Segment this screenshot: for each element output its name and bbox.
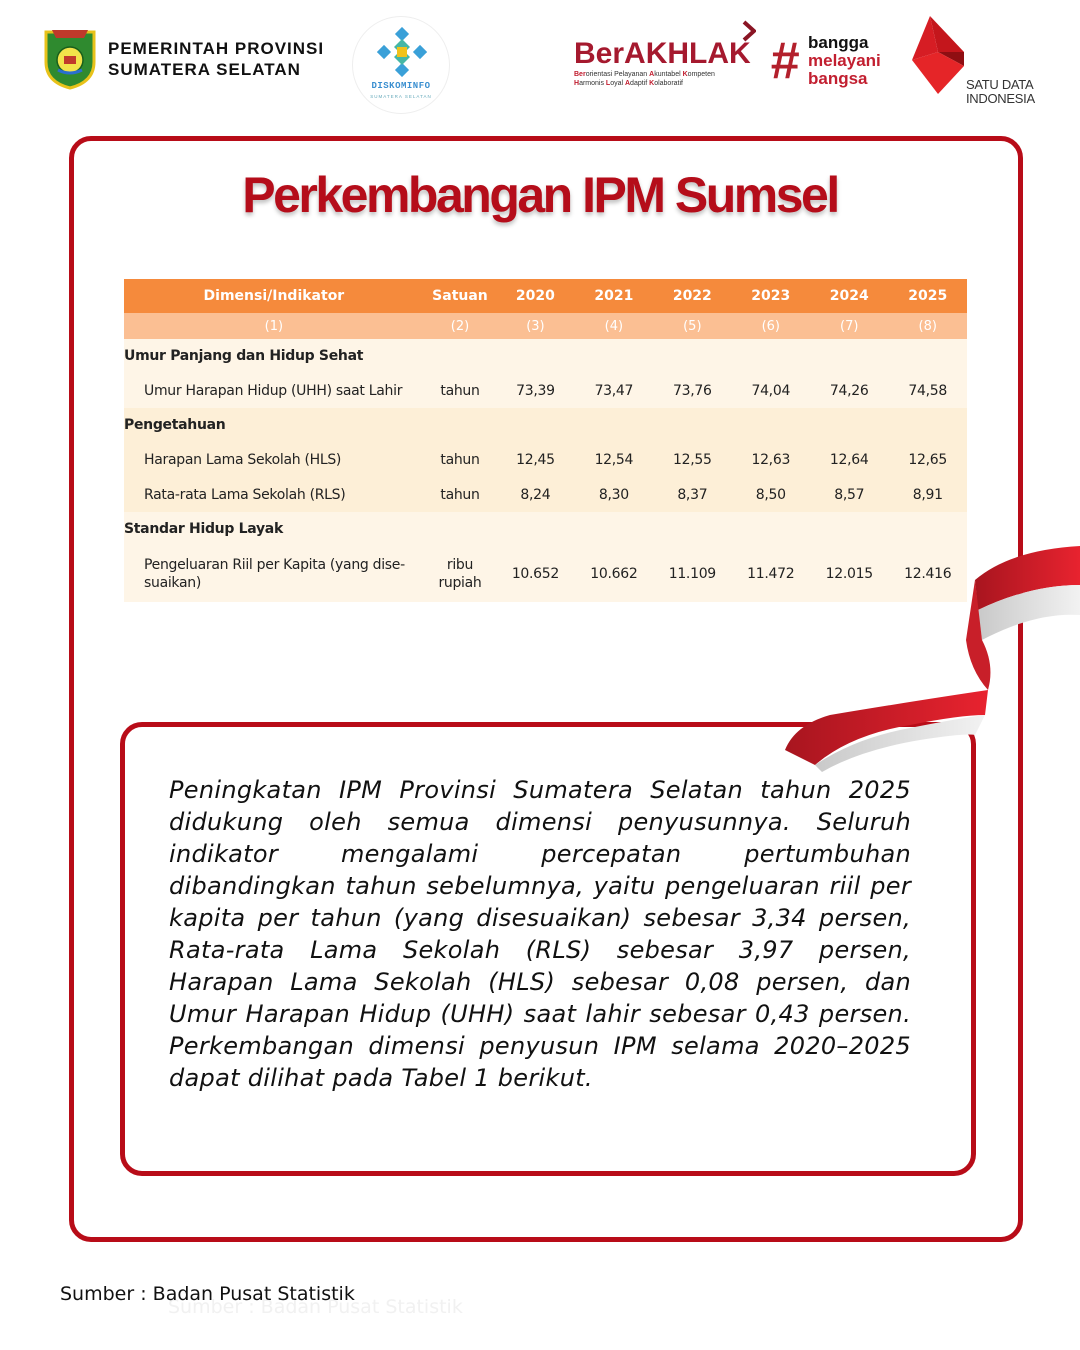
section-title: Pengetahuan bbox=[124, 408, 967, 442]
unit: tahun bbox=[424, 442, 496, 477]
table-row bbox=[124, 477, 967, 512]
indicator-name: Harapan Lama Sekolah (HLS) bbox=[124, 442, 424, 477]
value: 11.109 bbox=[653, 546, 731, 602]
value: 8,37 bbox=[653, 477, 731, 512]
table-header-row bbox=[124, 279, 967, 313]
satu-data-text: SATU DATA INDONESIA bbox=[966, 77, 1035, 106]
header-year: 2021 bbox=[575, 279, 653, 313]
value: 12.416 bbox=[888, 546, 967, 602]
header-unit: Satuan bbox=[424, 279, 496, 313]
description-paragraph: Peningkatan IPM Provinsi Sumatera Selatan tahun 2025 didukung oleh semua dimensi penyusunnya. Seluruh indikator mengalami percepatan pertumbuhan dibandingkan tahun sebelumnya, yaitu pengeluaran riil per kapita per tahun (yang disesuaikan) sebesar 3,34 persen, Rata-rata Lama Sekolah (RLS) sebesar 3,97 persen, Harapan Lama Sekolah (HLS) sebesar 0,08 persen, dan Umur Harapan Hidup (UHH) saat lahir sebesar 0,43 persen. Perkembangan dimensi penyusun IPM selama 2020–2025 dapat dilihat pada Tabel 1 berikut. bbox=[169, 776, 911, 1092]
value: 73,39 bbox=[496, 373, 574, 408]
section-row bbox=[124, 408, 967, 442]
satu-data-indonesia-logo bbox=[912, 16, 1052, 106]
value: 12,54 bbox=[575, 442, 653, 477]
value: 12,65 bbox=[888, 442, 967, 477]
value: 12,64 bbox=[810, 442, 888, 477]
header-year: 2022 bbox=[653, 279, 731, 313]
col-number: (1) bbox=[124, 313, 424, 339]
col-number: (6) bbox=[732, 313, 810, 339]
header-year: 2023 bbox=[732, 279, 810, 313]
col-number: (8) bbox=[888, 313, 967, 339]
berakhlak-values: Berorientasi Pelayanan Akuntabel Kompeten Harmonis Loyal Adaptif Kolaboratif bbox=[574, 71, 715, 87]
gov-line2: SUMATERA SELATAN bbox=[108, 60, 301, 79]
indicator-name: Pengeluaran Riil per Kapita (yang dise- suaikan) bbox=[124, 546, 424, 602]
indicator-name: Rata-rata Lama Sekolah (RLS) bbox=[124, 477, 424, 512]
bangga-text: bangga melayani bangsa bbox=[808, 33, 881, 88]
source-ghost-text: Sumber : Badan Pusat Statistik bbox=[168, 1296, 463, 1318]
hashtag-icon: # bbox=[770, 32, 799, 90]
header-year: 2024 bbox=[810, 279, 888, 313]
diskominfo-title: DISKOMINFO bbox=[371, 81, 431, 91]
section-title: Standar Hidup Layak bbox=[124, 512, 967, 546]
diskominfo-sub: SUMATERA SELATAN bbox=[370, 94, 432, 99]
col-number: (2) bbox=[424, 313, 496, 339]
value: 12,55 bbox=[653, 442, 731, 477]
col-number: (3) bbox=[496, 313, 574, 339]
value: 8,24 bbox=[496, 477, 574, 512]
col-number: (5) bbox=[653, 313, 731, 339]
value: 12.015 bbox=[810, 546, 888, 602]
header-year: 2025 bbox=[888, 279, 967, 313]
value: 74,04 bbox=[732, 373, 810, 408]
value: 8,30 bbox=[575, 477, 653, 512]
unit: tahun bbox=[424, 477, 496, 512]
red-white-ribbon-icon bbox=[770, 540, 1080, 780]
value: 11.472 bbox=[732, 546, 810, 602]
unit: tahun bbox=[424, 373, 496, 408]
diskominfo-star-icon bbox=[377, 27, 427, 77]
value: 12,45 bbox=[496, 442, 574, 477]
col-number: (7) bbox=[810, 313, 888, 339]
header bbox=[0, 0, 1080, 125]
value: 10.652 bbox=[496, 546, 574, 602]
sumsel-emblem-icon bbox=[42, 26, 98, 90]
value: 73,76 bbox=[653, 373, 731, 408]
value: 74,26 bbox=[810, 373, 888, 408]
source-credit: Sumber : Badan Pusat Statistik bbox=[60, 1283, 355, 1305]
berakhlak-logo bbox=[572, 20, 752, 90]
unit: ribu rupiah bbox=[424, 546, 496, 602]
table-row bbox=[124, 373, 967, 408]
berakhlak-word: BerAKHLAK bbox=[574, 37, 751, 70]
gov-name bbox=[108, 38, 324, 80]
value: 8,57 bbox=[810, 477, 888, 512]
column-number-row bbox=[124, 313, 967, 339]
value: 10.662 bbox=[575, 546, 653, 602]
bangga-melayani-bangsa-logo bbox=[770, 34, 900, 94]
section-row bbox=[124, 339, 967, 373]
page-title: Perkembangan IPM Sumsel bbox=[242, 167, 838, 223]
section-title: Umur Panjang dan Hidup Sehat bbox=[124, 339, 967, 373]
col-number: (4) bbox=[575, 313, 653, 339]
header-indicator: Dimensi/Indikator bbox=[124, 279, 424, 313]
value: 74,58 bbox=[888, 373, 967, 408]
header-year: 2020 bbox=[496, 279, 574, 313]
value: 73,47 bbox=[575, 373, 653, 408]
value: 8,91 bbox=[888, 477, 967, 512]
table-row bbox=[124, 442, 967, 477]
value: 12,63 bbox=[732, 442, 810, 477]
diskominfo-logo bbox=[352, 16, 450, 114]
gov-line1: PEMERINTAH PROVINSI bbox=[108, 39, 325, 58]
value: 8,50 bbox=[732, 477, 810, 512]
indicator-name: Umur Harapan Hidup (UHH) saat Lahir bbox=[124, 373, 424, 408]
satu-data-shape-icon bbox=[912, 16, 968, 94]
